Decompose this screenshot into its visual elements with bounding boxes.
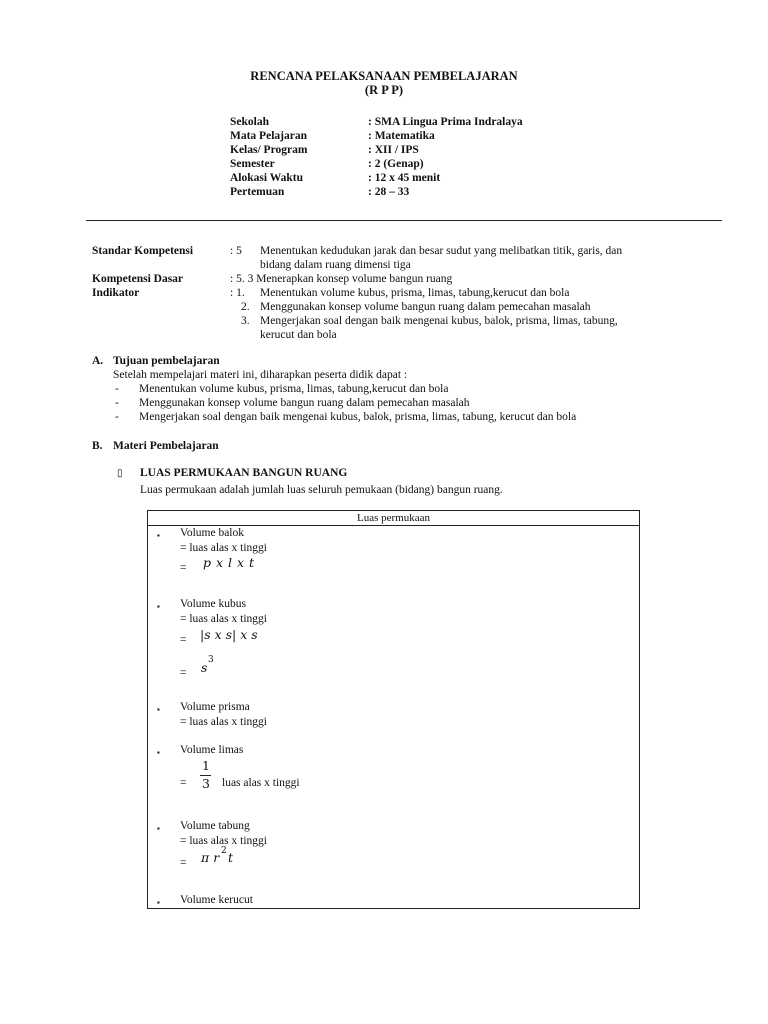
bullet-icon: ▪ <box>157 748 160 757</box>
balok-name: Volume balok <box>180 527 244 539</box>
sk-label: Standar Kompetensi <box>92 245 194 257</box>
section-a-marker: A. <box>92 355 104 367</box>
section-a-title: Tujuan pembelajaran <box>113 355 220 367</box>
indikator-item-3-cont: kerucut dan bola <box>260 329 337 341</box>
bullet-icon: ▪ <box>157 602 160 611</box>
kerucut-name: Volume kerucut <box>180 894 253 906</box>
identity-value-alokasi: : 12 x 45 menit <box>368 172 441 184</box>
kubus-formula-1: |s x s| x s <box>200 627 258 642</box>
balok-eq: = <box>180 562 187 574</box>
prisma-line1: = luas alas x tinggi <box>180 716 267 728</box>
indikator-number-3: 3. <box>241 315 250 327</box>
identity-label-semester: Semester <box>230 158 275 170</box>
kd-text: : 5. 3 Menerapkan konsep volume bangun ruang <box>230 273 453 285</box>
formula-table-header: Luas permukaan <box>148 511 639 526</box>
bullet-icon: ▪ <box>157 824 160 833</box>
tabung-formula-exponent: 2 <box>221 846 227 856</box>
kubus-name: Volume kubus <box>180 598 246 610</box>
document-subtitle: (R P P) <box>364 83 404 97</box>
kubus-formula-2-exponent: 3 <box>208 655 214 665</box>
document-title: RENCANA PELAKSANAAN PEMBELAJARAN <box>250 69 518 83</box>
identity-value-pertemuan: : 28 – 33 <box>368 186 410 198</box>
identity-value-sekolah: : SMA Lingua Prima Indralaya <box>368 116 523 128</box>
subsection-title: LUAS PERMUKAAN BANGUN RUANG <box>140 467 348 479</box>
section-a-dash-1: - <box>115 383 119 395</box>
identity-value-mapel: : Matematika <box>368 130 435 142</box>
section-a-dash-3: - <box>115 411 119 423</box>
kubus-formula-2-base: s <box>201 660 208 675</box>
bullet-icon: ▪ <box>157 531 160 540</box>
identity-value-kelas: : XII / IPS <box>368 144 419 156</box>
indikator-number-2: 2. <box>241 301 250 313</box>
subsection-marker-icon: ▯ <box>117 468 123 479</box>
subsection-description: Luas permukaan adalah jumlah luas seluruh pemukaan (bidang) bangun ruang. <box>140 484 503 496</box>
indikator-number-1: : 1. <box>230 287 245 299</box>
limas-formula-rest: luas alas x tinggi <box>222 777 300 789</box>
section-a-item-3: Mengerjakan soal dengan baik mengenai kubus, balok, prisma, limas, tabung, kerucut dan bola <box>139 411 577 423</box>
indikator-item-2: Menggunakan konsep volume bangun ruang dalam pemecahan masalah <box>260 301 591 313</box>
section-a-dash-2: - <box>115 397 119 409</box>
section-b-title: Materi Pembelajaran <box>113 440 219 452</box>
indikator-item-3: Mengerjakan soal dengan baik mengenai kubus, balok, prisma, limas, tabung, <box>260 315 618 327</box>
limas-fraction-denominator: 3 <box>202 776 210 791</box>
sk-text-line1: Menentukan kedudukan jarak dan besar sudut yang melibatkan titik, garis, dan <box>260 245 623 257</box>
balok-formula: p x l x t <box>203 555 255 570</box>
tabung-formula-pre: π r <box>201 850 220 865</box>
sk-text-line2: bidang dalam ruang dimensi tiga <box>260 259 411 271</box>
section-b-marker: B. <box>92 440 103 452</box>
tabung-name: Volume tabung <box>180 820 250 832</box>
sk-number: : 5 <box>230 245 242 257</box>
kubus-line1: = luas alas x tinggi <box>180 613 267 625</box>
kubus-eq-2: = <box>180 667 187 679</box>
tabung-line1: = luas alas x tinggi <box>180 835 267 847</box>
identity-value-semester: : 2 (Genap) <box>368 158 424 170</box>
section-a-item-2: Menggunakan konsep volume bangun ruang dalam pemecahan masalah <box>139 397 470 409</box>
kd-label: Kompetensi Dasar <box>92 273 184 285</box>
tabung-formula-post: t <box>228 850 234 865</box>
section-a-intro: Setelah mempelajari materi ini, diharapkan peserta didik dapat : <box>113 369 408 381</box>
limas-name: Volume limas <box>180 744 244 756</box>
balok-line1: = luas alas x tinggi <box>180 542 267 554</box>
header-divider <box>86 220 722 221</box>
kubus-eq-1: = <box>180 634 187 646</box>
bullet-icon: ▪ <box>157 705 160 714</box>
identity-label-kelas: Kelas/ Program <box>230 144 308 156</box>
prisma-name: Volume prisma <box>180 701 250 713</box>
indikator-label: Indikator <box>92 287 140 299</box>
section-a-item-1: Menentukan volume kubus, prisma, limas, tabung,kerucut dan bola <box>139 383 449 395</box>
indikator-item-1: Menentukan volume kubus, prisma, limas, tabung,kerucut dan bola <box>260 287 570 299</box>
bullet-icon: ▪ <box>157 898 160 907</box>
identity-label-mapel: Mata Pelajaran <box>230 130 307 142</box>
limas-fraction-numerator: 1 <box>202 758 210 773</box>
identity-label-alokasi: Alokasi Waktu <box>230 172 303 184</box>
tabung-eq: = <box>180 857 187 869</box>
limas-eq: = <box>180 777 187 789</box>
identity-label-sekolah: Sekolah <box>230 116 269 128</box>
identity-label-pertemuan: Pertemuan <box>230 186 285 198</box>
